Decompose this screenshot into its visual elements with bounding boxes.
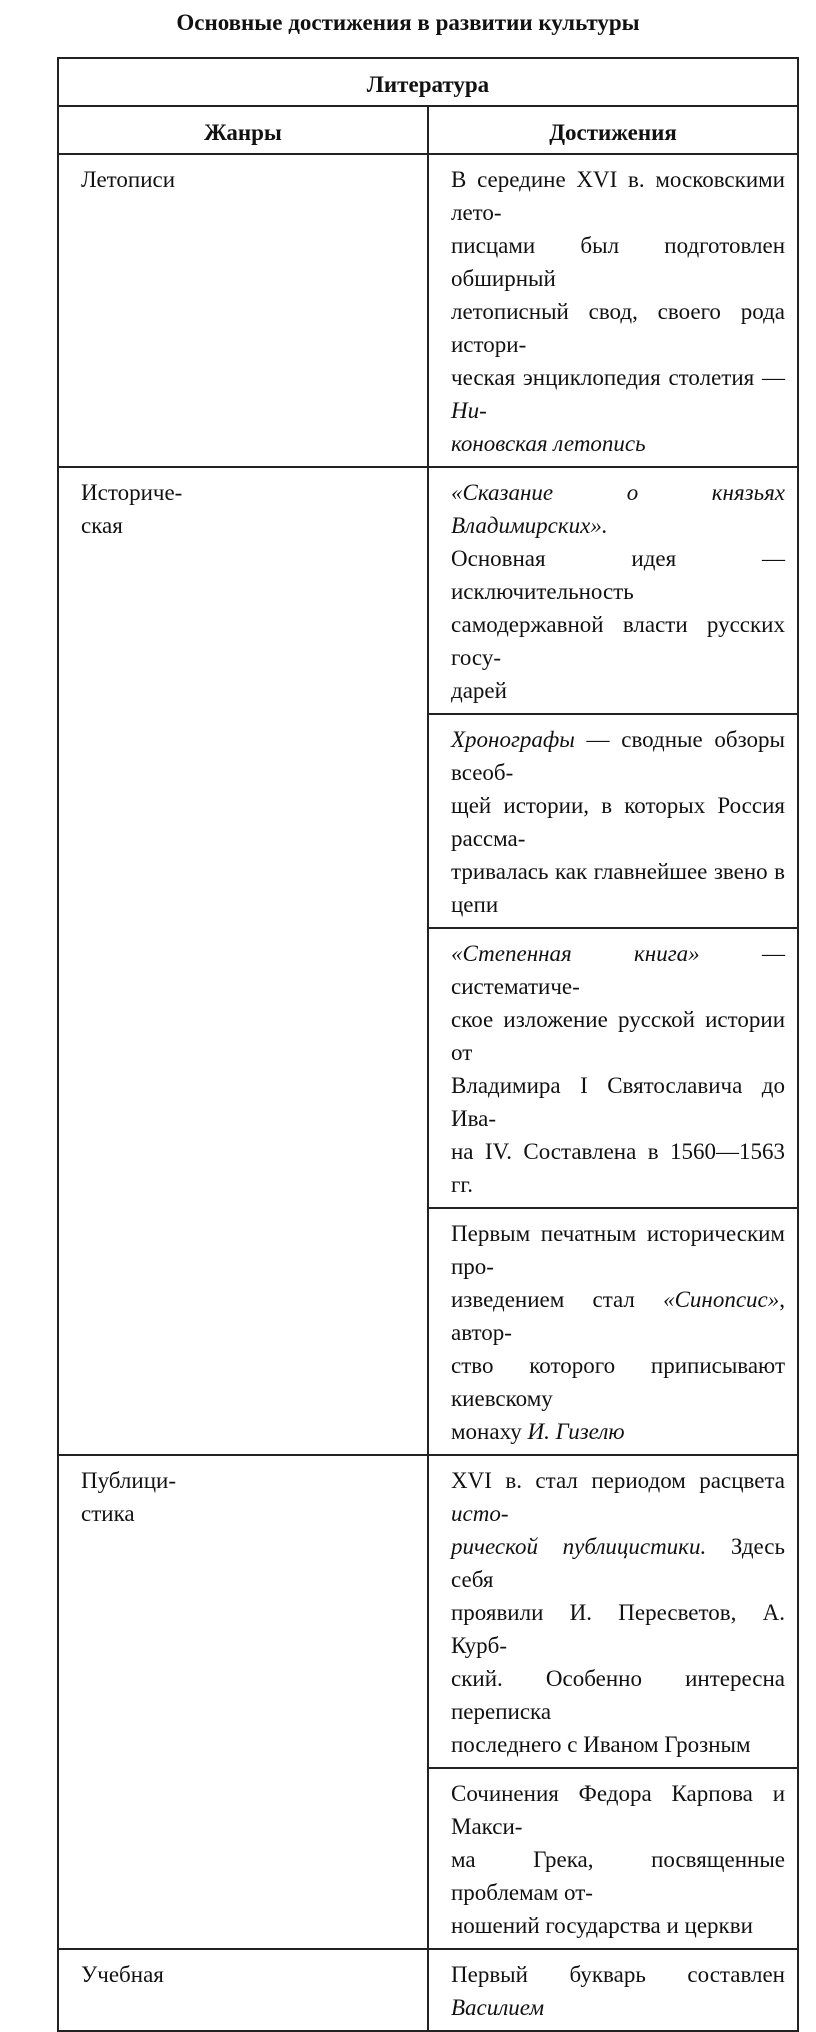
genre-cell: Летописи <box>58 154 428 467</box>
achievements-header: Достижения <box>428 106 798 154</box>
table-row <box>58 467 798 714</box>
table-row <box>58 1455 798 1768</box>
literature-table <box>57 57 799 2032</box>
genre-cell: Учебная <box>58 1949 428 2031</box>
achievement-cell: XVI в. стал периодом расцвета исто- рической публицистики. Здесь себя проявили И. Пересветов, А. Курб- ский. Особенно интересна переписка последнего с Иваном Грозным <box>428 1455 798 1768</box>
achievement-cell: «Сказание о князьях Владимирских». Основная идея — исключительность самодержавной власти русских госу- дарей <box>428 467 798 714</box>
genres-header: Жанры <box>58 106 428 154</box>
genre-cell: Публици- стика <box>58 1455 428 1949</box>
achievement-cell: В середине XVI в. московскими лето- писцами был подготовлен обширный летописный свод, своего рода истори- ческая энциклопедия столетия — Ни- коновская летопись <box>428 154 798 467</box>
page-title: Основные достижения в развитии культуры <box>176 10 640 35</box>
genre-cell: Историче- ская <box>58 467 428 1455</box>
table-row <box>58 1949 798 2031</box>
achievement-cell: Первый букварь составлен Василием <box>428 1949 798 2031</box>
achievement-cell: Хронографы — сводные обзоры всеоб- щей истории, в которых Россия рассма- тривалась как главнейшее звено в цепи <box>428 714 798 928</box>
achievement-cell: Первым печатным историческим про- изведением стал «Синопсис», автор- ство которого приписывают киевскому монаху И. Гизелю <box>428 1208 798 1455</box>
table-row <box>58 154 798 467</box>
section-header: Литература <box>58 58 798 106</box>
achievement-cell: «Степенная книга» — систематиче- ское изложение русской истории от Владимира I Святославича до Ива- на IV. Составлена в 1560—1563 гг. <box>428 928 798 1208</box>
achievement-cell: Сочинения Федора Карпова и Макси- ма Грека, посвященные проблемам от- ношений государства и церкви <box>428 1768 798 1949</box>
